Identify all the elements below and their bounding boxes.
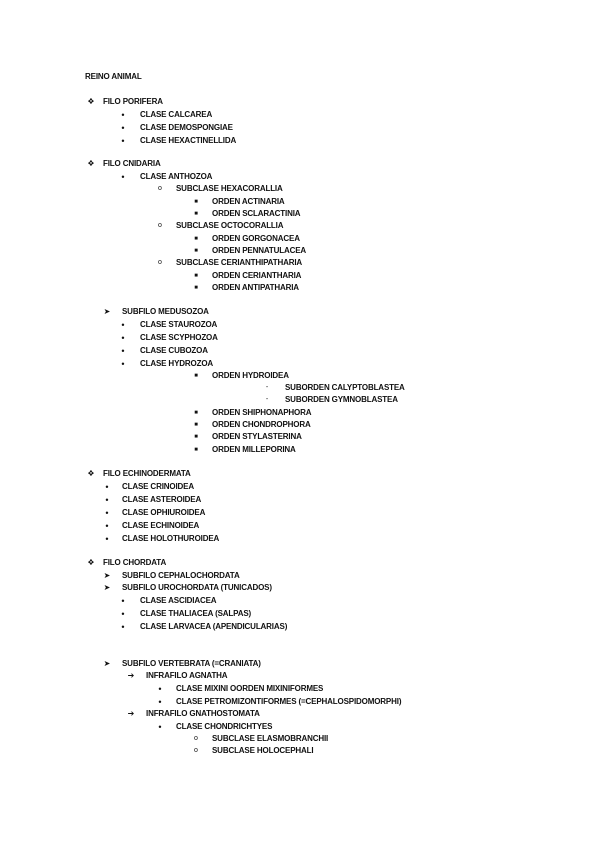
list-item: SUBCLASE HOLOCEPHALI — [212, 746, 314, 755]
bullet-icon: • — [121, 172, 125, 182]
right-arrow-icon: ➔ — [127, 709, 135, 718]
list-item: CLASE ASCIDIACEA — [140, 596, 217, 605]
bullet-icon: • — [121, 359, 125, 369]
filo-echinodermata: FILO ECHINODERMATA — [103, 469, 191, 478]
square-bullet-icon: ■ — [194, 285, 198, 291]
bullet-icon: • — [121, 320, 125, 330]
list-item: CLASE ECHINOIDEA — [122, 521, 200, 530]
bullet-icon: • — [121, 596, 125, 606]
bullet-icon: • — [158, 722, 162, 732]
list-item: CLASE SCYPHOZOA — [140, 333, 218, 342]
list-item: ORDEN MILLEPORINA — [212, 445, 296, 454]
square-bullet-icon: ■ — [194, 236, 198, 242]
list-item: ORDEN CHONDROPHORA — [212, 420, 311, 429]
circle-bullet-icon: o — [158, 222, 162, 229]
list-item: ORDEN ANTIPATHARIA — [212, 283, 299, 292]
list-item: ORDEN HYDROIDEA — [212, 371, 289, 380]
arrowhead-bullet-icon: ➤ — [103, 307, 111, 316]
circle-bullet-icon: o — [194, 735, 198, 742]
filo-chordata: FILO CHORDATA — [103, 558, 167, 567]
square-bullet-icon: ■ — [194, 211, 198, 217]
page-title: REINO ANIMAL — [85, 72, 142, 81]
list-item: CLASE CALCAREA — [140, 110, 213, 119]
right-arrow-icon: ➔ — [127, 671, 135, 680]
square-bullet-icon: ■ — [194, 434, 198, 440]
list-item: SUBCLASE HEXACORALLIA — [176, 184, 283, 193]
diamond-bullet-icon: ❖ — [87, 558, 95, 567]
square-bullet-icon: ■ — [194, 373, 198, 379]
list-item: SUBORDEN GYMNOBLASTEA — [285, 395, 398, 404]
bullet-icon: • — [105, 508, 109, 518]
list-item: INFRAFILO AGNATHA — [146, 671, 228, 680]
arrowhead-bullet-icon: ➤ — [103, 571, 111, 580]
list-item: SUBCLASE CERIANTHIPATHARIA — [176, 258, 303, 267]
list-item: INFRAFILO GNATHOSTOMATA — [146, 709, 260, 718]
list-item: CLASE MIXINI OORDEN MIXINIFORMES — [176, 684, 324, 693]
list-item: ORDEN SHIPHONAPHORA — [212, 408, 312, 417]
list-item: CLASE HOLOTHUROIDEA — [122, 534, 220, 543]
list-item: CLASE CHONDRICHTYES — [176, 722, 273, 731]
diamond-bullet-icon: ❖ — [87, 159, 95, 168]
list-item: ORDEN PENNATULACEA — [212, 246, 307, 255]
diamond-bullet-icon: ❖ — [87, 97, 95, 106]
list-item: CLASE HEXACTINELLIDA — [140, 136, 237, 145]
square-bullet-icon: ■ — [194, 273, 198, 279]
list-item: ORDEN ACTINARIA — [212, 197, 285, 206]
filo-cnidaria: FILO CNIDARIA — [103, 159, 161, 168]
list-item: CLASE OPHIUROIDEA — [122, 508, 206, 517]
bullet-icon: • — [105, 521, 109, 531]
list-item: ORDEN STYLASTERINA — [212, 432, 302, 441]
arrowhead-bullet-icon: ➤ — [103, 659, 111, 668]
bullet-icon: • — [158, 684, 162, 694]
bullet-icon: • — [121, 346, 125, 356]
list-item: CLASE ANTHOZOA — [140, 172, 213, 181]
circle-bullet-icon: o — [158, 259, 162, 266]
list-item: CLASE STAUROZOA — [140, 320, 218, 329]
list-item: SUBCLASE ELASMOBRANCHII — [212, 734, 329, 743]
list-item: CLASE PETROMIZONTIFORMES (=CEPHALOSPIDOMORPHI) — [176, 697, 402, 706]
bullet-icon: • — [158, 697, 162, 707]
list-item: CLASE DEMOSPONGIAE — [140, 123, 233, 132]
square-bullet-icon: ■ — [194, 248, 198, 254]
bullet-icon: • — [105, 482, 109, 492]
list-item: CLASE HYDROZOA — [140, 359, 214, 368]
list-item: SUBFILO CEPHALOCHORDATA — [122, 571, 240, 580]
list-item: ORDEN GORGONACEA — [212, 234, 300, 243]
square-bullet-icon: ■ — [194, 199, 198, 205]
list-item: ORDEN CERIANTHARIA — [212, 271, 302, 280]
bullet-icon: • — [121, 110, 125, 120]
bullet-icon: • — [121, 136, 125, 146]
list-item: CLASE LARVACEA (APENDICULARIAS) — [140, 622, 288, 631]
dash-bullet-icon: - — [265, 396, 269, 403]
list-item: SUBFILO VERTEBRATA (=CRANIATA) — [122, 659, 261, 668]
list-item: ORDEN SCLARACTINIA — [212, 209, 301, 218]
list-item: CLASE CUBOZOA — [140, 346, 208, 355]
circle-bullet-icon: o — [194, 747, 198, 754]
subfilo-medusozoa: SUBFILO MEDUSOZOA — [122, 307, 209, 316]
bullet-icon: • — [121, 333, 125, 343]
bullet-icon: • — [121, 622, 125, 632]
square-bullet-icon: ■ — [194, 447, 198, 453]
diamond-bullet-icon: ❖ — [87, 469, 95, 478]
bullet-icon: • — [105, 495, 109, 505]
list-item: SUBCLASE OCTOCORALLIA — [176, 221, 284, 230]
circle-bullet-icon: o — [158, 185, 162, 192]
arrowhead-bullet-icon: ➤ — [103, 583, 111, 592]
square-bullet-icon: ■ — [194, 422, 198, 428]
list-item: SUBORDEN CALYPTOBLASTEA — [285, 383, 405, 392]
dash-bullet-icon: - — [265, 384, 269, 391]
list-item: CLASE CRINOIDEA — [122, 482, 194, 491]
bullet-icon: • — [105, 534, 109, 544]
bullet-icon: • — [121, 609, 125, 619]
filo-porifera: FILO PORIFERA — [103, 97, 163, 106]
list-item: CLASE THALIACEA (SALPAS) — [140, 609, 252, 618]
list-item: SUBFILO UROCHORDATA (TUNICADOS) — [122, 583, 272, 592]
square-bullet-icon: ■ — [194, 410, 198, 416]
list-item: CLASE ASTEROIDEA — [122, 495, 202, 504]
bullet-icon: • — [121, 123, 125, 133]
